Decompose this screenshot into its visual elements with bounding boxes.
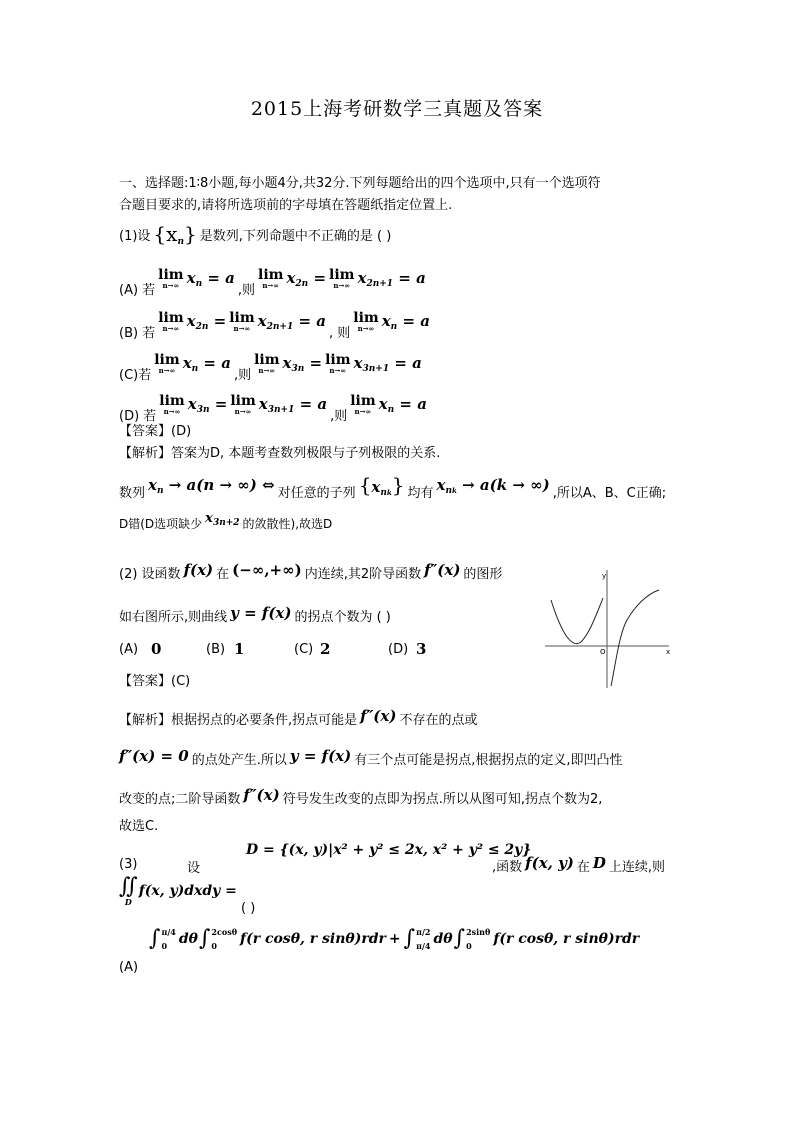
sub-n: n [380, 488, 387, 498]
var-x: x [182, 353, 192, 372]
text: ,函数 [492, 860, 523, 875]
integral-limits [211, 928, 237, 950]
lim-sub: n→∞ [158, 366, 176, 375]
math-expr: → a(n → ∞) ⇔ [168, 475, 275, 494]
lim-text: lim [230, 393, 256, 409]
lim-text: lim [329, 267, 355, 283]
text: 有三个点可能是拐点,根据拐点的定义,即凹凸性 [354, 753, 623, 768]
sub-n: n [191, 363, 199, 374]
math-fx: f(x) [183, 560, 214, 579]
sub-n: n [195, 278, 203, 289]
lim-symbol [325, 353, 350, 374]
text: 内连续,其2阶导函数 [304, 567, 422, 582]
lim-sub: n→∞ [329, 366, 347, 375]
sub-n: n [445, 485, 453, 496]
integral-sign: ∫ [198, 926, 211, 951]
q1-a-then: ,则 [237, 283, 256, 298]
q3-label: (3) [119, 857, 138, 872]
text: 对任意的子列 [277, 486, 356, 501]
var-x: x [371, 478, 381, 496]
lim-symbol [229, 311, 254, 332]
lim-text: lim [353, 310, 379, 326]
lim-text: lim [159, 393, 185, 409]
math-y-eq: y = f(x) [289, 746, 352, 765]
q3-paren: ( ) [241, 901, 256, 916]
lim-symbol [230, 394, 255, 415]
lim-sub: n→∞ [354, 407, 372, 416]
q1-analysis-line-a: 数列 $x_n \to a(n$ → ∞) ⇔ 对任意的子列 $\{x_{nk}\}$ 均有 $x_{nk} \to a(k$ → ∞) ,所以A、B、C正确; [119, 473, 667, 501]
math-fpp: f″(x) [243, 785, 280, 804]
var-x: x [378, 394, 388, 413]
text: 上连续,则 [608, 860, 666, 875]
q2-graph [545, 568, 675, 690]
limit-bottom: 0 [161, 941, 168, 951]
q1-answer: 【答案】(D) [119, 424, 192, 439]
q2-d-value: 3 [416, 640, 427, 658]
integral-sign: ∫ [403, 926, 416, 951]
sub-2n1: 2n+1 [266, 321, 294, 332]
double-integral-body: f(x, y)dxdy = [138, 883, 237, 899]
q1-d-then: ,则 [330, 409, 348, 424]
integrand: f(r cosθ, r sinθ)rdr [493, 931, 640, 947]
q2-stem-line2 [119, 600, 391, 625]
limit-bottom: 0 [466, 941, 472, 951]
lim-text: lim [154, 352, 180, 368]
lim-sub: n→∞ [234, 407, 252, 416]
double-integral-domain: D [124, 897, 132, 907]
lim-sub: n→∞ [233, 324, 251, 333]
text: 【解析】根据拐点的必要条件,拐点可能是 [119, 713, 358, 728]
text: 在 [216, 567, 230, 582]
q1-prefix: (1)设 [119, 229, 151, 244]
var-x: x [186, 311, 196, 330]
var-x: x [286, 268, 296, 287]
lim-symbol [329, 268, 354, 289]
var-x: x [205, 511, 213, 526]
limit-top: 2cosθ [211, 927, 238, 937]
limit-bottom: π/4 [416, 941, 431, 951]
sub-n: n [156, 485, 164, 496]
text: 均有 [407, 486, 434, 501]
math-y-eq: y = f(x) [230, 603, 292, 622]
q2-analysis-line2 [119, 743, 622, 768]
q1-sequence [153, 222, 196, 247]
q1-b-then: , 则 [328, 326, 351, 341]
q2-stem-line1 [119, 557, 502, 582]
section-intro-line1: 一、选择题:1∶8小题,每小题4分,共32分.下列每题给出的四个选项中,只有一个选项符 [119, 176, 601, 191]
section-intro-line2: 合题目要求的,请将所选项前的字母填在答题纸指定位置上. [119, 198, 453, 213]
lim-sub: n→∞ [162, 281, 180, 290]
page-title: 2015上海考研数学三真题及答案 [250, 98, 544, 120]
q3-double-integral [119, 876, 237, 906]
math-D: D [592, 853, 606, 872]
lim-text: lim [229, 310, 255, 326]
var-x: x [436, 475, 446, 494]
text: 的点处产生.所以 [191, 753, 287, 768]
q3-she: 设 [187, 861, 201, 876]
graph-y-label: y [602, 572, 607, 580]
eq-a: = a [207, 268, 235, 287]
lim-sub: n→∞ [333, 281, 351, 290]
sub-2n1: 2n+1 [366, 278, 394, 289]
sub-3n2: 3n+2 [212, 518, 240, 528]
limit-top: 2sinθ [466, 927, 491, 937]
plus: + [388, 931, 401, 947]
sub-k: k [386, 488, 392, 497]
integral-sign: ∫ [149, 926, 161, 951]
var-x: x [186, 268, 196, 287]
eq-a: = a [399, 394, 427, 413]
lim-text: lim [350, 393, 376, 409]
q2-b-label: (B) [206, 641, 226, 657]
q3-stem-tail [492, 850, 665, 875]
curve-left-branch [551, 598, 603, 644]
q2-a-label: (A) [119, 641, 139, 657]
lim-symbol [158, 311, 183, 332]
text: 如右图所示,则曲线 [119, 610, 228, 625]
lim-sub: n→∞ [258, 366, 276, 375]
q2-c-label: (C) [294, 641, 314, 657]
lim-text: lim [325, 352, 351, 368]
lim-symbol [353, 311, 378, 332]
lim-sub: n→∞ [162, 324, 180, 333]
q2-options [119, 640, 426, 658]
q1-b-label: (B) 若 [119, 326, 156, 341]
limit-bottom: 0 [211, 941, 217, 951]
lim-symbol [159, 394, 184, 415]
lim-text: lim [158, 267, 184, 283]
lim-text: lim [254, 352, 280, 368]
integral-limits [161, 928, 175, 950]
q1-analysis-line-b [119, 511, 333, 532]
sub-3n: 3n [291, 363, 305, 374]
math-interval: (−∞,+∞) [232, 560, 302, 579]
graph-origin-label: O [600, 648, 606, 656]
q1-seq-open: {x [153, 222, 178, 246]
text: 数列 [119, 486, 146, 501]
q1-option-c: (C)若 lim n→∞ $x_n = a$ ,则 lim n→∞ $x_{3n}$ = lim n→∞ $x_{3n+1} = a$ [119, 352, 422, 383]
text: 改变的点;二阶导函数 [119, 792, 241, 807]
lim-symbol [254, 353, 279, 374]
var-x: x [353, 353, 363, 372]
integral-limits [416, 928, 430, 950]
limit-top: π/2 [416, 927, 431, 937]
q2-answer: 【答案】(C) [119, 674, 191, 689]
q2-analysis-line4: 故选C. [119, 819, 159, 834]
lim-text: lim [258, 267, 284, 283]
dtheta: dθ [178, 931, 198, 947]
math-fxy: f(x, y) [525, 853, 574, 872]
eq-a: = a [203, 353, 231, 372]
graph-x-label: x [666, 648, 671, 656]
sub-3n: 3n [196, 404, 210, 415]
eq-a: = a [402, 311, 430, 330]
lim-symbol [158, 268, 183, 289]
q1-c-label: (C)若 [119, 368, 152, 383]
var-x: x [357, 268, 367, 287]
math-fpp: f″(x) [360, 706, 397, 725]
text: D错(D选项缺少 [119, 517, 203, 531]
lim-sub: n→∞ [357, 324, 375, 333]
math-fpp: f″(x) [424, 560, 461, 579]
text: 不存在的点或 [399, 713, 478, 728]
q2-analysis-line1 [119, 703, 477, 728]
q1-option-d: (D) 若 lim n→∞ $x_{3n}$ = lim n→∞ $x_{3n+1} = a$ ,则 lim n→∞ $x_n = a$ [119, 393, 427, 424]
var-x: x [257, 311, 267, 330]
q1-a-label: (A) 若 [119, 283, 156, 298]
q2-analysis-line3 [119, 782, 602, 807]
sub-3n1: 3n+1 [267, 404, 295, 415]
double-integral-sign: ∬ [119, 874, 138, 899]
sub-n: n [390, 321, 398, 332]
lim-symbol [154, 353, 179, 374]
text: 在 [576, 860, 590, 875]
lim-symbol [350, 394, 375, 415]
eq-a: = a [398, 268, 426, 287]
q3-option-a-expr [149, 928, 639, 950]
limit-top: π/4 [161, 927, 176, 937]
text: 的图形 [463, 567, 503, 582]
eq-a: = a [299, 394, 328, 413]
sub-2n: 2n [195, 321, 209, 332]
var-x: x [258, 394, 268, 413]
q1-seq-sub: n [177, 237, 184, 247]
curve-right-branch [611, 590, 659, 686]
eq-a: = a [394, 353, 422, 372]
q2-c-value: 2 [320, 640, 331, 658]
var-x: x [282, 353, 292, 372]
integral-sign: ∫ [453, 926, 466, 951]
lim-text: lim [158, 310, 184, 326]
sub-k: k [452, 485, 457, 495]
q3-domain-def: D = {(x, y)|x² + y² ≤ 2x, x² + y² ≤ 2y} [246, 842, 532, 858]
q1-analysis: 【解析】答案为D, 本题考查数列极限与子列极限的关系. [119, 446, 441, 461]
q2-d-label: (D) [388, 641, 409, 657]
var-x: x [381, 311, 391, 330]
var-x: x [148, 475, 157, 494]
q1-d-label: (D) 若 [119, 409, 157, 424]
q1-option-a: (A) 若 lim n→∞ $x_n = a$ ,则 lim n→∞ $x_{2n}$ = lim n→∞ $x_{2n+1} = a$ [119, 267, 426, 298]
text: ,所以A、B、C正确; [552, 486, 667, 501]
q3-option-a-label: (A) [119, 960, 139, 975]
text: (2) 设函数 [119, 567, 181, 582]
q1-c-then: ,则 [233, 368, 252, 383]
dtheta: dθ [433, 931, 453, 947]
eq-a: = a [298, 311, 326, 330]
sub-2n: 2n [295, 278, 309, 289]
text: 符号发生改变的点即为拐点.所以从图可知,拐点个数为2, [282, 792, 603, 807]
integrand: f(r cosθ, r sinθ)rdr [240, 931, 386, 947]
lim-sub: n→∞ [262, 281, 280, 290]
sub-n: n [387, 404, 395, 415]
q1-seq-close: } [183, 222, 197, 246]
lim-symbol [258, 268, 283, 289]
q2-b-value: 1 [234, 640, 245, 658]
integral-limits [466, 928, 490, 950]
q1-stem [119, 222, 391, 247]
lim-sub: n→∞ [163, 407, 181, 416]
var-x: x [187, 394, 197, 413]
q1-option-b: (B) 若 lim n→∞ $x_{2n}$ = lim n→∞ $x_{2n+1} = a$ , 则 lim n→∞ $x_n = a$ [119, 310, 430, 341]
sub-3n1: 3n+1 [362, 363, 390, 374]
math-fpp-zero: f″(x) = 0 [119, 746, 189, 765]
text: 的拐点个数为 ( ) [294, 610, 391, 625]
q2-a-value: 0 [151, 640, 162, 658]
math-expr: → a(k → ∞) [462, 475, 550, 494]
text: 的敛散性),故选D [242, 517, 333, 531]
q1-suffix: 是数列,下列命题中不正确的是 ( ) [199, 229, 392, 244]
